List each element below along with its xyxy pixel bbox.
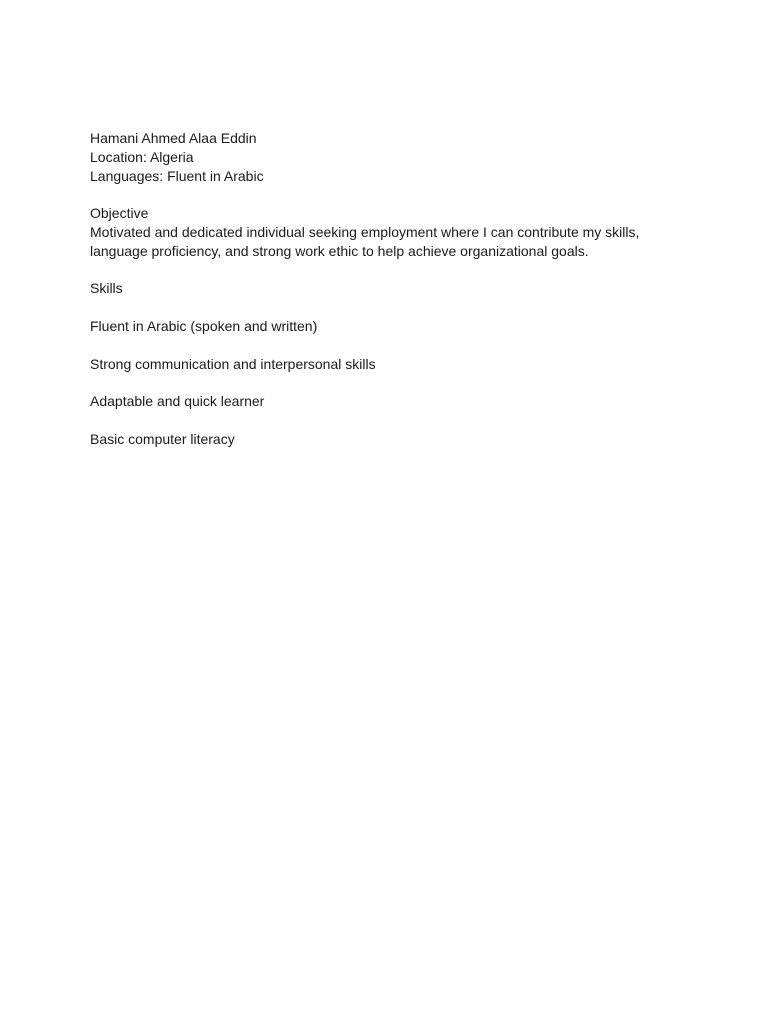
objective-text: Motivated and dedicated individual seeking employment where I can contribute my skills, language proficiency, and strong work ethic to help achieve organizational goals.: [90, 223, 640, 259]
spacer: [90, 298, 690, 317]
objective-heading: Objective: [90, 205, 149, 222]
spacer: [90, 373, 690, 392]
skills-heading: Skills: [90, 280, 123, 297]
resume-content: [90, 129, 690, 449]
spacer: [90, 185, 690, 204]
skill-item: Fluent in Arabic (spoken and written): [90, 317, 318, 334]
skill-item: Strong communication and interpersonal skills: [90, 355, 376, 372]
skill-item: Adaptable and quick learner: [90, 393, 265, 410]
languages-line: Languages: Fluent in Arabic: [90, 167, 264, 184]
spacer: [90, 336, 690, 355]
applicant-name: Hamani Ahmed Alaa Eddin: [90, 130, 257, 146]
skill-item: Basic computer literacy: [90, 430, 235, 447]
location-line: Location: Algeria: [90, 148, 194, 165]
spacer: [90, 411, 690, 430]
spacer: [90, 261, 690, 280]
